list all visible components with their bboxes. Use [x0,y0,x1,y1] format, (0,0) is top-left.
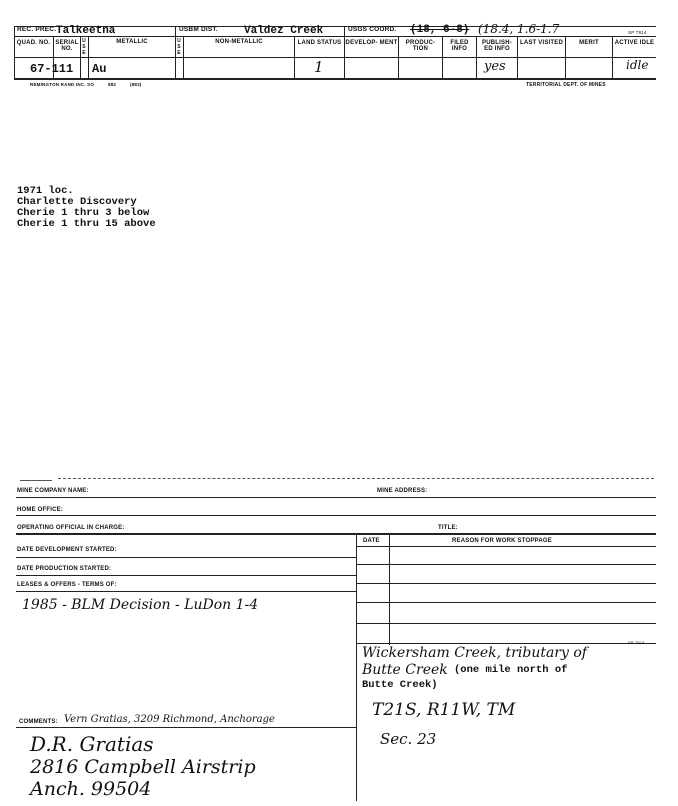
rule [16,727,356,728]
leases-handwritten: 1985 - BLM Decision - LuDon 1-4 [22,597,259,613]
date-column-label: DATE [363,538,380,544]
col-serial-no: SERIAL NO. [55,40,79,52]
location-typed-2: Butte Creek) [362,679,438,691]
col-land-status: LAND STATUS [297,40,342,46]
col-development: DEVELOP- MENT [345,40,398,46]
grid-line [14,57,656,58]
record-active-idle: idle [626,58,649,72]
record-metallic: Au [92,62,107,76]
stoppage-rule [357,583,656,584]
record-land-status: 1 [314,58,324,76]
stoppage-rule [357,643,656,644]
stoppage-rule [357,546,656,547]
township-range: T21S, R11W, TM [372,700,516,720]
home-office-label: HOME OFFICE: [17,507,64,513]
col-non-metallic: NON-METALLIC [215,39,263,45]
col-quad-no: QUAD. NO. [16,40,51,46]
location-handwritten-2: Butte Creek [362,662,448,678]
rec-prec-value: Talkeetna [56,25,116,37]
date-development-label: DATE DEVELOPMENT STARTED: [17,547,117,553]
col-filed-info: FILED INFO [450,40,469,52]
record-quad-serial: 67-111 [30,62,74,76]
note-line: Cherie 1 thru 15 above [17,218,156,230]
usbm-dist-label: USBM DIST. [179,26,218,33]
printer-imprint: REMINGTON RAND INC. SO [30,82,95,87]
rule [16,515,656,516]
rec-prec-label: REC. PREC. [17,26,57,33]
separator-stub [20,480,52,481]
col-use: U S E [82,38,86,56]
mine-address-label: MINE ADDRESS: [377,488,428,494]
rule [16,591,356,592]
form-number: SP 7914 [628,30,647,35]
stoppage-rule [357,623,656,624]
note-line: Cherie 1 thru 3 below [17,207,150,219]
comments-handwritten: Vern Gratias, 3209 Richmond, Anchorage [64,714,275,725]
date-production-label: DATE PRODUCTION STARTED: [17,566,112,572]
col-merit: MERIT [579,40,599,46]
col-metallic: METALLIC [116,39,148,45]
usgs-coord-struck: (18, 6-8) [410,24,470,36]
rule [16,575,356,576]
col-use-2: U S E [177,38,181,56]
col-production: PRODUC- TION [405,40,436,52]
printer-code: 882 [108,82,117,87]
territorial-dept: TERRITORIAL DEPT. OF MINES [526,82,606,88]
title-label: TITLE: [438,525,458,531]
center-divider [356,533,357,801]
rule [16,557,356,558]
usgs-coord-label: USGS COORD. [348,26,397,33]
signature-address-2: Anch. 99504 [30,778,152,800]
grid-line [14,78,656,80]
col-published-info: PUBLISH- ED INFO [482,40,512,52]
col-active-idle: ACTIVE IDLE [614,40,655,46]
mine-company-name-label: MINE COMPANY NAME: [17,488,89,494]
rule [16,533,656,535]
grid-vline [14,26,15,78]
dashed-separator [58,478,654,479]
signature-address-1: 2816 Campbell Airstrip [30,756,256,778]
note-line: Charlette Discovery [17,196,137,208]
comments-label: COMMENTS: [19,719,58,725]
section-number: Sec. 23 [380,730,437,748]
stoppage-rule [357,602,656,603]
date-divider [389,533,390,645]
record-published-info: yes [484,59,506,74]
form-number-small: SP 7914 [628,640,645,645]
grid-vline [344,26,345,78]
location-typed-1: (one mile north of [454,664,568,676]
reason-column-label: REASON FOR WORK STOPPAGE [452,538,552,544]
usbm-dist-value: Valdez Creek [244,25,324,37]
usgs-coord-handwritten: (18.4, 1.6-1.7 [478,22,560,36]
note-line: 1971 loc. [17,185,74,197]
location-handwritten-1: Wickersham Creek, tributary of [362,645,587,661]
printer-code-paren: (883) [130,82,142,87]
rule [16,497,656,498]
leases-offers-label: LEASES & OFFERS - TERMS OF: [17,582,117,588]
stoppage-rule [357,564,656,565]
signature-name: D.R. Gratias [30,732,154,756]
col-last-visited: LAST VISITED [519,40,564,46]
operating-official-label: OPERATING OFFICIAL IN CHARGE: [17,525,125,531]
